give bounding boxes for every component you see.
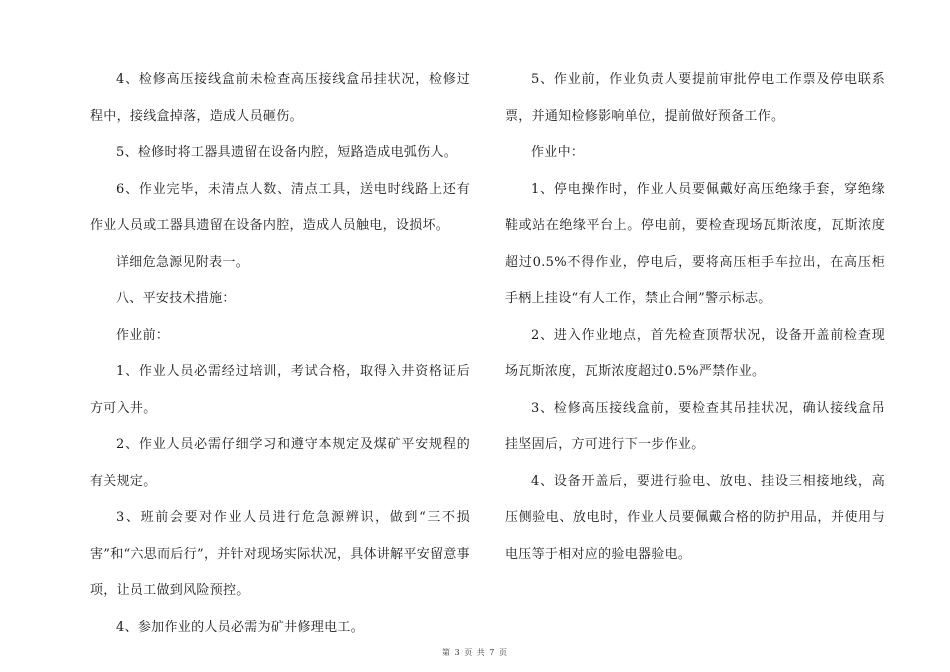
paragraph: 4、设备开盖后，要进行验电、放电、挂设三相接地线，高压侧验电、放电时，作业人员要佩戴合格的防护用品，并使用与电压等于相对应的验电器验电。: [505, 473, 885, 562]
paragraph: 3、班前会要对作业人员进行危急源辨识，做到“三不损害”和“六思而后行”，并针对现场实际状况，具体讲解平安留意事项，让员工做到风险预控。: [90, 510, 470, 598]
paragraph: 6、作业完毕，未清点人数、清点工具，送电时线路上还有作业人员或工器具遗留在设备内腔，造成人员触电，设损坏。: [90, 181, 470, 233]
paragraph: 4、参加作业的人员必需为矿井修理电工。: [116, 619, 364, 635]
paragraph: 详细危急源见附表一。: [116, 254, 250, 270]
paragraph: 5、作业前，作业负责人要提前审批停电工作票及停电联系票，并通知检修影响单位，提前做好预备工作。: [505, 72, 885, 124]
paragraph: 2、作业人员必需仔细学习和遵守本规定及煤矿平安规程的有关规定。: [90, 437, 470, 489]
page-number-footer: 第 3 页 共 7 页: [442, 648, 508, 657]
paragraph: 4、检修高压接线盒前未检查高压接线盒吊挂状况，检修过程中，接线盒掉落，造成人员砸伤。: [90, 72, 470, 124]
paragraph: 2、进入作业地点，首先检查顶帮状况，设备开盖前检查现场瓦斯浓度，瓦斯浓度超过0.5%严禁作业。: [505, 327, 885, 379]
paragraph: 5、检修时将工器具遗留在设备内腔，短路造成电弧伤人。: [116, 145, 458, 160]
paragraph: 1、作业人员必需经过培训，考试合格，取得入井资格证后方可入井。: [90, 364, 470, 416]
right-column: [505, 62, 885, 573]
subsection-heading: 作业中：: [531, 145, 585, 160]
subsection-heading: 作业前：: [116, 327, 170, 343]
paragraph: 3、检修高压接线盒前，要检查其吊挂状况，确认接线盒吊挂坚固后，方可进行下一步作业。: [505, 400, 885, 452]
left-column: [90, 62, 470, 646]
paragraph: 1、停电操作时，作业人员要佩戴好高压绝缘手套，穿绝缘鞋或站在绝缘平台上。停电前，要检查现场瓦斯浓度，瓦斯浓度超过0.5%不得作业，停电后，要将高压柜手车拉出，在高压柜手柄上挂设“有人工作，禁止合闸”警示标志。: [505, 181, 885, 306]
section-heading: 八、平安技术措施：: [116, 291, 236, 306]
